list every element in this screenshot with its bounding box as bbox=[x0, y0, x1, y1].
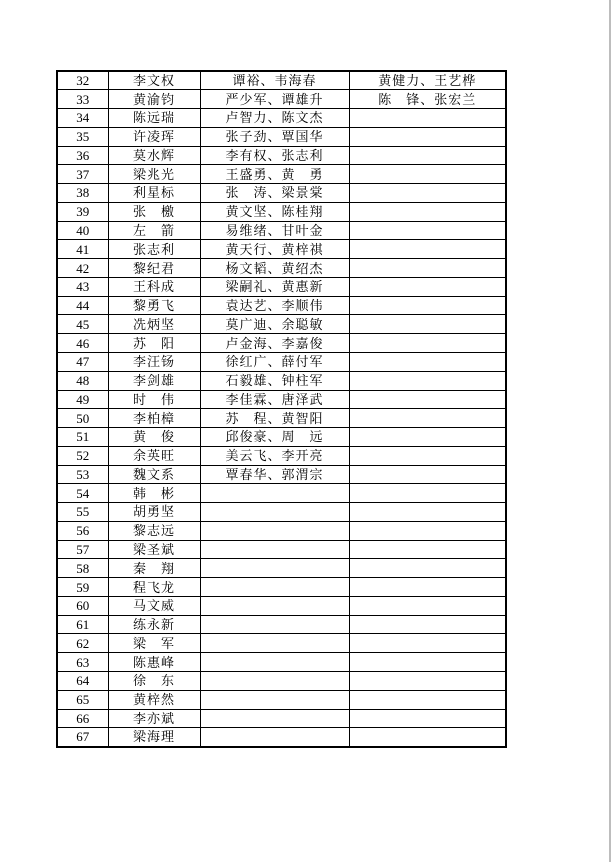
names-group2-cell bbox=[200, 653, 349, 672]
row-number-cell: 62 bbox=[57, 634, 108, 653]
names-group2-cell: 卢智力、陈文杰 bbox=[200, 109, 349, 128]
table-row bbox=[57, 390, 506, 409]
row-number-cell: 33 bbox=[57, 90, 108, 109]
names-group2-cell bbox=[200, 672, 349, 691]
row-number-cell: 45 bbox=[57, 315, 108, 334]
names-group3-cell bbox=[349, 690, 506, 709]
table-row bbox=[57, 428, 506, 447]
primary-name-cell: 李柏樟 bbox=[108, 409, 200, 428]
primary-name-cell: 张志利 bbox=[108, 240, 200, 259]
table-row bbox=[57, 559, 506, 578]
table-row bbox=[57, 352, 506, 371]
row-number-cell: 60 bbox=[57, 596, 108, 615]
names-group2-cell bbox=[200, 521, 349, 540]
primary-name-cell: 胡勇坚 bbox=[108, 503, 200, 522]
table-row bbox=[57, 709, 506, 728]
roster-table bbox=[56, 70, 507, 748]
names-group2-cell: 梁嗣礼、黄惠新 bbox=[200, 277, 349, 296]
names-group3-cell bbox=[349, 352, 506, 371]
names-group2-cell: 王盛勇、黄 勇 bbox=[200, 165, 349, 184]
table-row bbox=[57, 109, 506, 128]
row-number-cell: 66 bbox=[57, 709, 108, 728]
table-row bbox=[57, 540, 506, 559]
names-group2-cell: 李佳霖、唐泽武 bbox=[200, 390, 349, 409]
names-group3-cell bbox=[349, 578, 506, 597]
row-number-cell: 49 bbox=[57, 390, 108, 409]
names-group3-cell bbox=[349, 127, 506, 146]
row-number-cell: 52 bbox=[57, 446, 108, 465]
primary-name-cell: 梁兆光 bbox=[108, 165, 200, 184]
primary-name-cell: 时 伟 bbox=[108, 390, 200, 409]
row-number-cell: 57 bbox=[57, 540, 108, 559]
table-row bbox=[57, 634, 506, 653]
names-group2-cell: 黄天行、黄梓祺 bbox=[200, 240, 349, 259]
row-number-cell: 40 bbox=[57, 221, 108, 240]
table-row bbox=[57, 596, 506, 615]
names-group3-cell bbox=[349, 709, 506, 728]
row-number-cell: 32 bbox=[57, 71, 108, 90]
names-group3-cell bbox=[349, 202, 506, 221]
row-number-cell: 53 bbox=[57, 465, 108, 484]
names-group2-cell: 易维绪、甘叶金 bbox=[200, 221, 349, 240]
row-number-cell: 37 bbox=[57, 165, 108, 184]
names-group3-cell bbox=[349, 371, 506, 390]
table-row bbox=[57, 202, 506, 221]
table-row bbox=[57, 690, 506, 709]
primary-name-cell: 黄渝钧 bbox=[108, 90, 200, 109]
names-group2-cell bbox=[200, 728, 349, 747]
names-group3-cell bbox=[349, 503, 506, 522]
table-row bbox=[57, 259, 506, 278]
primary-name-cell: 秦 翔 bbox=[108, 559, 200, 578]
primary-name-cell: 陈惠峰 bbox=[108, 653, 200, 672]
row-number-cell: 65 bbox=[57, 690, 108, 709]
names-group3-cell bbox=[349, 146, 506, 165]
primary-name-cell: 许凌珲 bbox=[108, 127, 200, 146]
names-group3-cell bbox=[349, 728, 506, 747]
names-group2-cell bbox=[200, 540, 349, 559]
table-row bbox=[57, 296, 506, 315]
names-group3-cell bbox=[349, 653, 506, 672]
names-group3-cell bbox=[349, 109, 506, 128]
names-group3-cell bbox=[349, 465, 506, 484]
names-group2-cell: 黄文坚、陈桂翔 bbox=[200, 202, 349, 221]
row-number-cell: 61 bbox=[57, 615, 108, 634]
table-row bbox=[57, 371, 506, 390]
names-group2-cell: 杨文韬、黄绍杰 bbox=[200, 259, 349, 278]
row-number-cell: 58 bbox=[57, 559, 108, 578]
names-group2-cell: 袁达艺、李顺伟 bbox=[200, 296, 349, 315]
primary-name-cell: 黎勇飞 bbox=[108, 296, 200, 315]
row-number-cell: 42 bbox=[57, 259, 108, 278]
names-group3-cell bbox=[349, 184, 506, 203]
table-row bbox=[57, 503, 506, 522]
row-number-cell: 44 bbox=[57, 296, 108, 315]
names-group2-cell bbox=[200, 615, 349, 634]
names-group2-cell bbox=[200, 709, 349, 728]
names-group3-cell bbox=[349, 596, 506, 615]
primary-name-cell: 程飞龙 bbox=[108, 578, 200, 597]
primary-name-cell: 陈远瑞 bbox=[108, 109, 200, 128]
names-group2-cell: 严少军、谭雄升 bbox=[200, 90, 349, 109]
names-group3-cell bbox=[349, 446, 506, 465]
primary-name-cell: 李剑雄 bbox=[108, 371, 200, 390]
names-group2-cell bbox=[200, 690, 349, 709]
table-row bbox=[57, 315, 506, 334]
table-row bbox=[57, 484, 506, 503]
names-group2-cell bbox=[200, 503, 349, 522]
primary-name-cell: 李汪钖 bbox=[108, 352, 200, 371]
row-number-cell: 64 bbox=[57, 672, 108, 691]
row-number-cell: 38 bbox=[57, 184, 108, 203]
table-row bbox=[57, 165, 506, 184]
table-row bbox=[57, 240, 506, 259]
names-group2-cell: 卢金海、李嘉俊 bbox=[200, 334, 349, 353]
primary-name-cell: 徐 东 bbox=[108, 672, 200, 691]
row-number-cell: 50 bbox=[57, 409, 108, 428]
primary-name-cell: 黎志远 bbox=[108, 521, 200, 540]
table-row bbox=[57, 71, 506, 90]
table-row bbox=[57, 521, 506, 540]
primary-name-cell: 张 檄 bbox=[108, 202, 200, 221]
names-group2-cell: 石毅雄、钟柱军 bbox=[200, 371, 349, 390]
names-group3-cell bbox=[349, 484, 506, 503]
primary-name-cell: 余英旺 bbox=[108, 446, 200, 465]
names-group2-cell bbox=[200, 559, 349, 578]
table-row bbox=[57, 221, 506, 240]
names-group2-cell: 张子劲、覃国华 bbox=[200, 127, 349, 146]
row-number-cell: 59 bbox=[57, 578, 108, 597]
names-group3-cell bbox=[349, 259, 506, 278]
primary-name-cell: 莫水辉 bbox=[108, 146, 200, 165]
primary-name-cell: 练永新 bbox=[108, 615, 200, 634]
names-group3-cell bbox=[349, 390, 506, 409]
table-row bbox=[57, 465, 506, 484]
names-group3-cell bbox=[349, 221, 506, 240]
names-group3-cell bbox=[349, 428, 506, 447]
names-group3-cell bbox=[349, 409, 506, 428]
names-group2-cell: 邱俊豪、周 远 bbox=[200, 428, 349, 447]
names-group2-cell: 覃春华、郭渭宗 bbox=[200, 465, 349, 484]
primary-name-cell: 黄 俊 bbox=[108, 428, 200, 447]
primary-name-cell: 王科成 bbox=[108, 277, 200, 296]
names-group2-cell: 张 涛、梁景棠 bbox=[200, 184, 349, 203]
row-number-cell: 48 bbox=[57, 371, 108, 390]
primary-name-cell: 韩 彬 bbox=[108, 484, 200, 503]
table-row bbox=[57, 90, 506, 109]
names-group3-cell bbox=[349, 315, 506, 334]
row-number-cell: 41 bbox=[57, 240, 108, 259]
table-row bbox=[57, 127, 506, 146]
names-group3-cell bbox=[349, 634, 506, 653]
names-group3-cell: 黄健力、王艺桦 bbox=[349, 71, 506, 90]
row-number-cell: 36 bbox=[57, 146, 108, 165]
row-number-cell: 47 bbox=[57, 352, 108, 371]
primary-name-cell: 梁 军 bbox=[108, 634, 200, 653]
primary-name-cell: 黄梓然 bbox=[108, 690, 200, 709]
row-number-cell: 46 bbox=[57, 334, 108, 353]
row-number-cell: 55 bbox=[57, 503, 108, 522]
names-group3-cell: 陈 锋、张宏兰 bbox=[349, 90, 506, 109]
primary-name-cell: 马文威 bbox=[108, 596, 200, 615]
row-number-cell: 67 bbox=[57, 728, 108, 747]
names-group2-cell: 李有权、张志利 bbox=[200, 146, 349, 165]
table-row bbox=[57, 409, 506, 428]
table-row bbox=[57, 728, 506, 747]
names-group3-cell bbox=[349, 240, 506, 259]
names-group3-cell bbox=[349, 521, 506, 540]
row-number-cell: 54 bbox=[57, 484, 108, 503]
names-group2-cell bbox=[200, 578, 349, 597]
row-number-cell: 43 bbox=[57, 277, 108, 296]
names-group2-cell: 谭裕、韦海春 bbox=[200, 71, 349, 90]
names-group2-cell: 徐红广、薛付军 bbox=[200, 352, 349, 371]
names-group2-cell: 苏 程、黄智阳 bbox=[200, 409, 349, 428]
table-row bbox=[57, 334, 506, 353]
row-number-cell: 34 bbox=[57, 109, 108, 128]
names-group2-cell bbox=[200, 596, 349, 615]
primary-name-cell: 利星标 bbox=[108, 184, 200, 203]
names-group3-cell bbox=[349, 540, 506, 559]
names-group2-cell bbox=[200, 634, 349, 653]
primary-name-cell: 梁海理 bbox=[108, 728, 200, 747]
table-row bbox=[57, 672, 506, 691]
primary-name-cell: 左 箭 bbox=[108, 221, 200, 240]
names-group3-cell bbox=[349, 672, 506, 691]
row-number-cell: 51 bbox=[57, 428, 108, 447]
table-row bbox=[57, 146, 506, 165]
table-row bbox=[57, 615, 506, 634]
names-group3-cell bbox=[349, 296, 506, 315]
primary-name-cell: 苏 阳 bbox=[108, 334, 200, 353]
names-group3-cell bbox=[349, 277, 506, 296]
table-row bbox=[57, 446, 506, 465]
primary-name-cell: 魏文系 bbox=[108, 465, 200, 484]
primary-name-cell: 黎纪君 bbox=[108, 259, 200, 278]
row-number-cell: 63 bbox=[57, 653, 108, 672]
table-row bbox=[57, 184, 506, 203]
names-group2-cell bbox=[200, 484, 349, 503]
primary-name-cell: 李文权 bbox=[108, 71, 200, 90]
table-row bbox=[57, 578, 506, 597]
names-group3-cell bbox=[349, 615, 506, 634]
row-number-cell: 35 bbox=[57, 127, 108, 146]
primary-name-cell: 冼炳坚 bbox=[108, 315, 200, 334]
names-group2-cell: 莫广迪、余聪敏 bbox=[200, 315, 349, 334]
table-row bbox=[57, 277, 506, 296]
primary-name-cell: 李亦斌 bbox=[108, 709, 200, 728]
names-group3-cell bbox=[349, 559, 506, 578]
row-number-cell: 39 bbox=[57, 202, 108, 221]
names-group3-cell bbox=[349, 165, 506, 184]
names-group3-cell bbox=[349, 334, 506, 353]
row-number-cell: 56 bbox=[57, 521, 108, 540]
names-group2-cell: 美云飞、李开亮 bbox=[200, 446, 349, 465]
primary-name-cell: 梁圣斌 bbox=[108, 540, 200, 559]
table-row bbox=[57, 653, 506, 672]
